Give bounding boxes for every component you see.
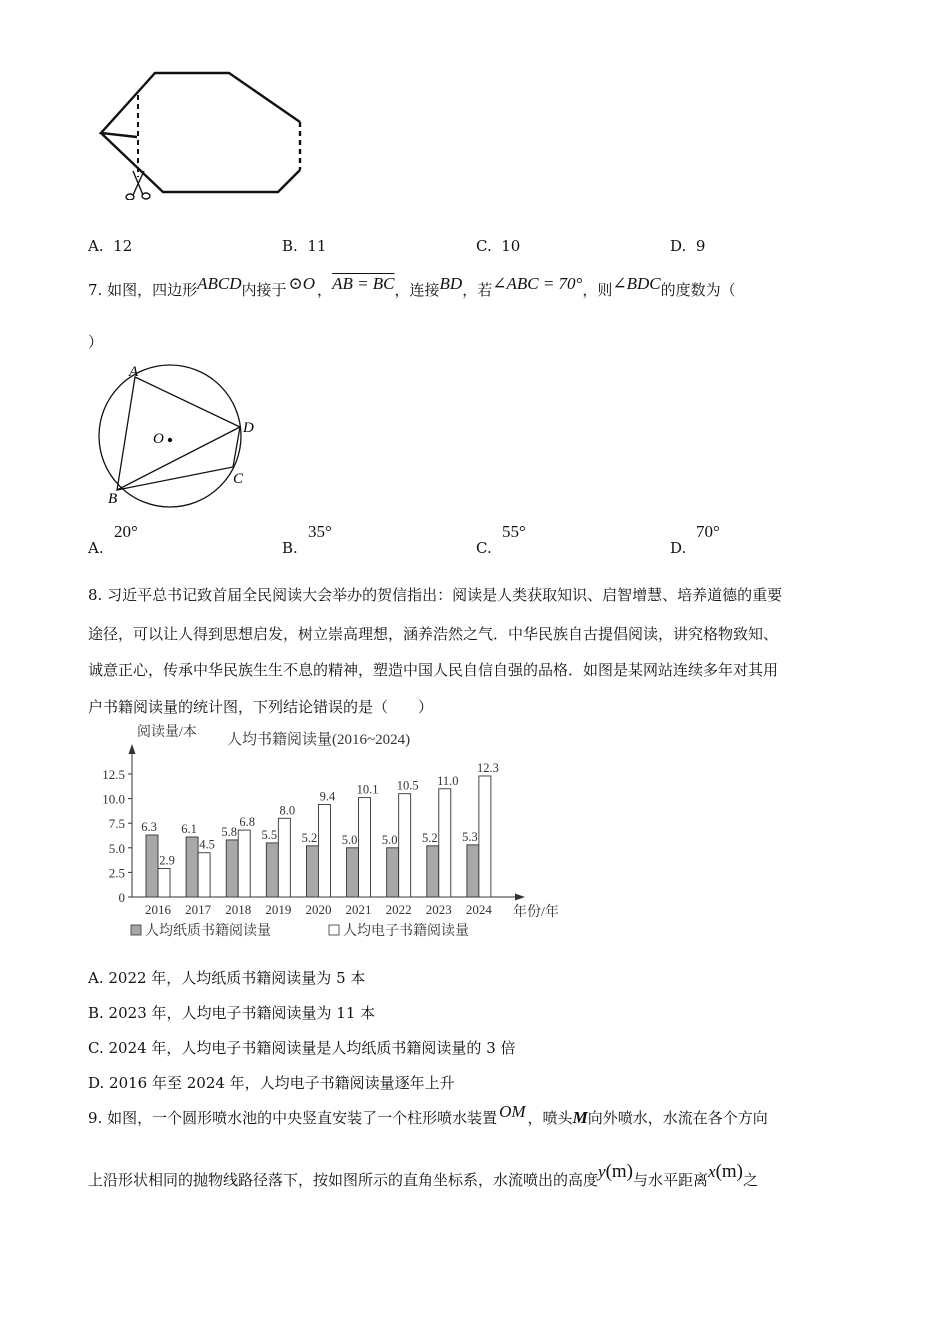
y-tick-label: 7.5 — [108, 816, 125, 832]
q6-option-a[interactable] — [88, 236, 132, 256]
question-number: 7. — [88, 281, 103, 299]
polygon-outline-lower — [101, 133, 300, 192]
option-letter: C. — [476, 539, 492, 557]
x-axis-label: 年份/年 — [513, 905, 559, 920]
bar-paper — [146, 835, 158, 897]
stem-text: 如图，四边形 — [107, 281, 198, 299]
label-d: D — [243, 420, 254, 436]
bar-ebook — [359, 798, 371, 897]
polygon-outline — [101, 73, 300, 137]
y-tick-label: 2.5 — [108, 865, 125, 881]
option-value: 35° — [308, 522, 332, 541]
option-value: 10 — [501, 237, 521, 255]
x-tick-label: 2018 — [225, 902, 252, 917]
q8-option-c[interactable]: C. 2024 年，人均电子书籍阅读量是人均纸质书籍阅读量的 3 倍 — [88, 1039, 516, 1057]
q6-option-b[interactable] — [282, 236, 326, 256]
bar-ebook — [278, 818, 290, 897]
q8-line-2: 途径，可以让人得到思想启发，树立崇高理想，涵养浩然之气．中华民族自古提倡阅读，讲究格物致知、 — [88, 625, 779, 643]
q7-option-c[interactable] — [476, 522, 596, 556]
stem-text: 上沿形状相同的抛物线路径落下，按如图所示的直角坐标系，水流喷出的高度 — [88, 1171, 599, 1189]
quadrilateral-abcd — [117, 377, 240, 490]
math-x: x — [708, 1162, 716, 1181]
math-circle-o: ⊙O — [288, 274, 316, 293]
q8-option-d[interactable]: D. 2016 年至 2024 年，人均电子书籍阅读量逐年上升 — [88, 1074, 455, 1092]
bar-label-paper: 5.2 — [301, 830, 318, 845]
unit-meter: (m) — [715, 1161, 743, 1182]
option-value: 55° — [502, 522, 526, 541]
bar-label-paper: 6.1 — [181, 821, 197, 836]
option-letter: A. — [88, 237, 104, 255]
stem-text: ，连接 — [394, 281, 440, 299]
y-axis-arrow — [129, 744, 136, 754]
stem-text: 之 — [743, 1171, 759, 1189]
bar-paper — [306, 846, 318, 897]
math-y: y — [598, 1162, 606, 1181]
bar-paper — [467, 845, 479, 897]
bar-label-ebook: 12.3 — [476, 760, 499, 775]
bar-label-ebook: 2.9 — [159, 853, 175, 868]
label-b: B — [108, 491, 118, 507]
math-om: OM — [499, 1102, 526, 1121]
q6-option-c[interactable] — [476, 236, 520, 256]
bar-label-paper: 5.3 — [462, 829, 478, 844]
option-value: 70° — [696, 522, 720, 541]
stem-text: 9. 如图，一个圆形喷水池的中央竖直安装了一个柱形喷水装置 — [88, 1109, 498, 1127]
label-o: O — [153, 431, 164, 447]
chart-y-ticks — [102, 767, 132, 905]
bar-ebook — [479, 776, 491, 897]
stem-text: ，喷头 — [527, 1109, 573, 1127]
math-abcd: ABCD — [197, 274, 242, 293]
q7-stem — [88, 274, 736, 300]
bar-ebook — [238, 830, 250, 897]
q8-line-1: 8. 习近平总书记致首届全民阅读大会举办的贺信指出：阅读是人类获取知识、启智增慧、培养道德的重要 — [88, 586, 783, 604]
center-point — [168, 438, 172, 442]
q8-line-4: 户书籍阅读量的统计图，下列结论错误的是（ ） — [88, 698, 434, 716]
legend-swatch-ebook — [329, 925, 339, 935]
stem-text: ， — [317, 281, 333, 299]
bar-ebook — [399, 794, 411, 897]
bar-label-ebook: 8.0 — [279, 803, 296, 818]
label-a: A — [129, 364, 139, 380]
bar-paper — [186, 837, 198, 897]
y-tick-label: 5.0 — [108, 840, 125, 856]
bar-label-paper: 5.2 — [421, 830, 438, 845]
reading-volume-bar-chart — [85, 722, 575, 947]
option-letter: B. — [282, 237, 298, 255]
option-value: 12 — [113, 237, 133, 255]
bar-paper — [387, 848, 399, 897]
chart-legend — [131, 922, 469, 939]
chart-title: 人均书籍阅读量(2016~2024) — [227, 732, 411, 748]
x-tick-label: 2020 — [305, 902, 332, 917]
y-axis-label: 阅读量/本 — [137, 725, 197, 740]
bar-label-ebook: 4.5 — [199, 837, 215, 852]
diagonal-bd — [117, 427, 240, 490]
polygon-cut-figure — [95, 65, 310, 200]
x-tick-label: 2022 — [385, 902, 412, 917]
option-value: 20° — [114, 522, 138, 541]
inscribed-quadrilateral-figure — [95, 360, 270, 510]
bar-label-paper: 5.5 — [261, 827, 278, 842]
stem-text: 与水平距离 — [633, 1171, 709, 1189]
q6-option-d[interactable] — [670, 236, 705, 256]
option-value: 11 — [307, 237, 327, 255]
circle-o — [99, 365, 241, 507]
bar-label-ebook: 9.4 — [319, 789, 336, 804]
legend-swatch-paper — [131, 925, 141, 935]
label-c: C — [233, 471, 244, 487]
bar-label-paper: 5.0 — [381, 832, 398, 847]
bar-ebook — [318, 805, 330, 897]
option-letter: A. — [88, 539, 104, 557]
x-tick-label: 2024 — [465, 902, 492, 917]
legend-label-paper: 人均纸质书籍阅读量 — [145, 924, 271, 939]
option-letter: B. — [282, 539, 298, 557]
stem-text: 内接于 — [241, 281, 287, 299]
x-axis-arrow — [515, 894, 525, 901]
bar-label-paper: 5.0 — [341, 832, 358, 847]
q7-stem-close: ） — [88, 333, 104, 351]
q8-option-b[interactable]: B. 2023 年，人均电子书籍阅读量为 11 本 — [88, 1004, 376, 1022]
q7-option-a[interactable] — [88, 522, 208, 556]
bar-label-ebook: 11.0 — [437, 773, 459, 788]
bar-label-ebook: 6.8 — [239, 815, 256, 830]
chart-x-ticks — [145, 902, 492, 917]
stem-text: 的度数为（ — [660, 281, 736, 299]
chart-bars — [146, 773, 491, 897]
option-letter: D. — [670, 237, 687, 255]
math-m: M — [572, 1108, 588, 1127]
x-tick-label: 2019 — [265, 902, 292, 917]
math-angle-abc: ∠ABC = 70° — [492, 274, 583, 293]
math-angle-bdc: ∠BDC — [612, 274, 661, 293]
bar-label-ebook: 10.1 — [356, 782, 379, 797]
bar-paper — [347, 848, 359, 897]
q8-line-3: 诚意正心，传承中华民族生生不息的精神，塑造中国人民自信自强的品格．如图是某网站连续多年对其用 — [88, 661, 779, 679]
bar-ebook — [439, 789, 451, 897]
legend-label-ebook: 人均电子书籍阅读量 — [343, 924, 469, 939]
q7-option-d[interactable] — [670, 522, 790, 556]
option-value: 9 — [695, 237, 706, 255]
x-tick-label: 2021 — [345, 902, 372, 917]
bar-ebook — [198, 853, 210, 897]
math-arc-equal: AB = BC — [332, 274, 395, 293]
unit-meter: (m) — [605, 1161, 633, 1182]
x-tick-label: 2016 — [145, 902, 171, 917]
stem-text: 向外喷水，水流在各个方向 — [587, 1109, 768, 1127]
stem-text: ，则 — [582, 281, 613, 299]
stem-text: ，若 — [462, 281, 493, 299]
y-tick-label: 10.0 — [102, 791, 125, 807]
math-bd: BD — [439, 274, 463, 293]
bar-paper — [266, 843, 278, 897]
q7-option-b[interactable] — [282, 522, 402, 556]
bar-paper — [427, 846, 439, 897]
option-letter: C. — [476, 237, 492, 255]
y-tick-label: 12.5 — [102, 767, 125, 782]
x-tick-label: 2023 — [425, 902, 452, 917]
bar-label-paper: 6.3 — [141, 820, 157, 835]
q9-line-2 — [88, 1161, 759, 1190]
x-tick-label: 2017 — [185, 902, 212, 917]
bar-paper — [226, 840, 238, 897]
bar-label-paper: 5.8 — [221, 824, 238, 839]
bar-label-ebook: 10.5 — [396, 778, 419, 793]
q9-line-1 — [88, 1102, 768, 1128]
q8-option-a[interactable]: A. 2022 年，人均纸质书籍阅读量为 5 本 — [88, 969, 366, 987]
option-letter: D. — [670, 539, 687, 557]
bar-ebook — [158, 868, 170, 897]
y-tick-label: 0 — [118, 890, 125, 905]
